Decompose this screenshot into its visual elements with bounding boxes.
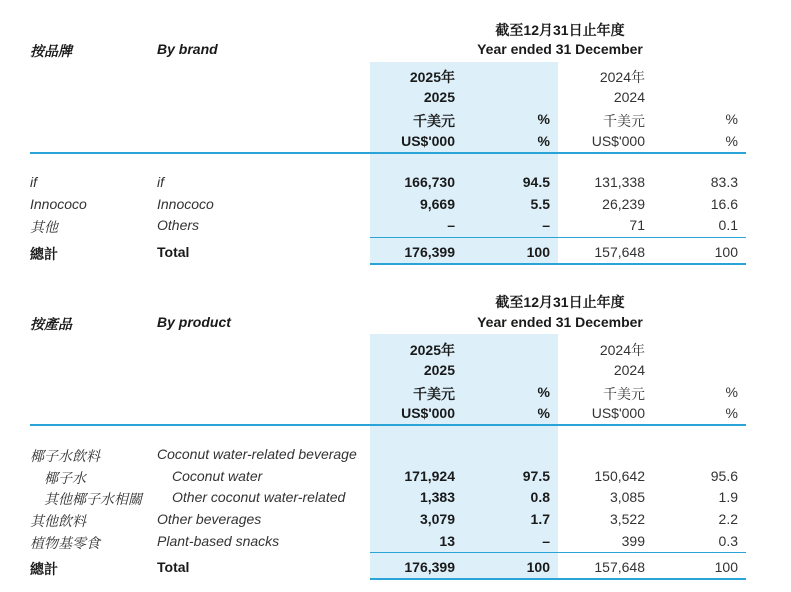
value-2024: 150,642 (594, 468, 645, 484)
pct-2024: 2.2 (718, 511, 738, 527)
period-header-cn: 截至12月31日止年度 (495, 22, 625, 38)
col-pct: % (537, 133, 550, 149)
period-header-cn: 截至12月31日止年度 (495, 294, 625, 310)
total-pct-2025: 100 (526, 559, 550, 575)
col-pct24: % (725, 405, 738, 421)
col-pct24: % (725, 133, 738, 149)
pct-2025: 0.8 (530, 489, 550, 505)
col-2024-year: 2024 (613, 89, 645, 105)
row-label-en: Innococo (157, 196, 214, 212)
section-title-en: By product (157, 314, 231, 330)
col-2024-year-cn: 2024年 (599, 342, 645, 358)
pct-2025: – (542, 217, 550, 233)
col-2025-unit-cn: 千美元 (413, 113, 455, 129)
pct-2024: 95.6 (710, 468, 738, 484)
col-pct: % (537, 405, 550, 421)
total-2025: 176,399 (404, 244, 455, 260)
col-pct-cn: % (537, 384, 550, 400)
section-title-en: By brand (157, 41, 218, 57)
col-2025-unit-cn: 千美元 (413, 386, 455, 402)
row-label-en: Other beverages (157, 511, 262, 527)
section-title-cn: 按產品 (30, 316, 72, 332)
total-rule (370, 578, 746, 580)
row-label-cn: 植物基零食 (30, 535, 100, 551)
value-2024: 71 (629, 217, 645, 233)
header-rule (30, 424, 746, 426)
value-2024: 131,338 (594, 174, 645, 190)
row-label-en: Plant-based snacks (157, 533, 280, 549)
col-pct-cn: % (537, 111, 550, 127)
pct-2025: 5.5 (530, 196, 550, 212)
header-rule (30, 152, 746, 154)
col-pct24-cn: % (725, 111, 738, 127)
value-2024: 3,522 (609, 511, 645, 527)
pct-2025: 1.7 (530, 511, 550, 527)
col-2025-year: 2025 (423, 89, 455, 105)
pct-2025: 97.5 (522, 468, 550, 484)
col-2024-year-cn: 2024年 (599, 69, 645, 85)
total-pct-2024: 100 (714, 244, 738, 260)
value-2025: – (447, 217, 455, 233)
total-rule (370, 263, 746, 265)
total-2025: 176,399 (404, 559, 455, 575)
group-label-cn: 椰子水飲料 (30, 448, 100, 464)
value-2025: 9,669 (419, 196, 455, 212)
row-label-en: Coconut water (172, 468, 263, 484)
value-2025: 171,924 (404, 468, 455, 484)
col-2024-unit: US$'000 (591, 133, 645, 149)
value-2025: 13 (439, 533, 455, 549)
col-2024-year: 2024 (613, 362, 645, 378)
pct-2024: 83.3 (710, 174, 738, 190)
period-header-en: Year ended 31 December (477, 314, 643, 330)
total-pct-2024: 100 (714, 559, 738, 575)
col-2025-unit: US$'000 (401, 405, 455, 421)
subtotal-rule (370, 552, 746, 553)
total-label-cn: 總計 (30, 246, 58, 262)
row-label-cn: 其他椰子水相關 (44, 491, 142, 507)
section-title-cn: 按品牌 (30, 43, 72, 59)
col-2024-unit-cn: 千美元 (603, 386, 645, 402)
pct-2024: 1.9 (718, 489, 738, 505)
col-2025-year: 2025 (423, 362, 455, 378)
col-2025-unit: US$'000 (401, 133, 455, 149)
row-label-cn: 其他 (30, 219, 58, 235)
total-2024: 157,648 (594, 559, 645, 575)
col-pct24-cn: % (725, 384, 738, 400)
total-label-en: Total (157, 244, 190, 260)
col-2025-year-cn: 2025年 (409, 342, 455, 358)
col-2025-year-cn: 2025年 (409, 69, 455, 85)
value-2024: 399 (621, 533, 645, 549)
value-2024: 26,239 (602, 196, 645, 212)
subtotal-rule (370, 237, 746, 238)
row-label-en: Other coconut water-related (172, 489, 346, 505)
total-label-cn: 總計 (30, 561, 58, 577)
period-header-en: Year ended 31 December (477, 41, 643, 57)
pct-2024: 16.6 (710, 196, 738, 212)
row-label-cn: 椰子水 (44, 470, 86, 486)
col-2024-unit-cn: 千美元 (603, 113, 645, 129)
total-2024: 157,648 (594, 244, 645, 260)
pct-2024: 0.1 (718, 217, 738, 233)
row-label-cn: if (30, 174, 37, 190)
total-label-en: Total (157, 559, 190, 575)
row-label-en: Others (157, 217, 200, 233)
total-pct-2025: 100 (526, 244, 550, 260)
value-2024: 3,085 (609, 489, 645, 505)
row-label-cn: 其他飲料 (30, 513, 86, 529)
group-label-en: Coconut water-related beverage (157, 446, 357, 462)
row-label-cn: Innococo (30, 196, 87, 212)
value-2025: 3,079 (419, 511, 455, 527)
value-2025: 166,730 (404, 174, 455, 190)
row-label-en: if (157, 174, 164, 190)
col-2024-unit: US$'000 (591, 405, 645, 421)
pct-2025: – (542, 533, 550, 549)
pct-2024: 0.3 (718, 533, 738, 549)
pct-2025: 94.5 (522, 174, 550, 190)
value-2025: 1,383 (419, 489, 455, 505)
